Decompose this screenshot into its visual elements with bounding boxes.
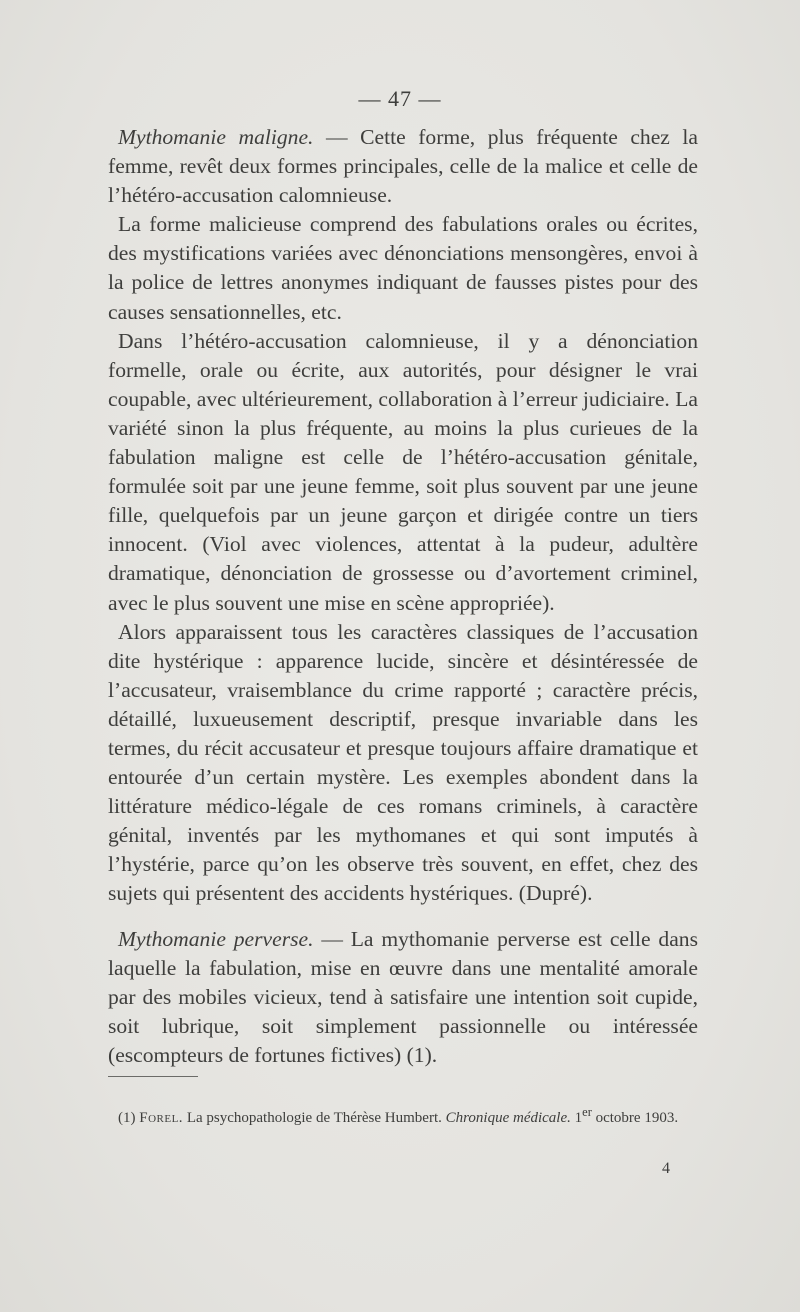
footnote-entry	[108, 1102, 698, 1129]
section-title-maligne: Mythomanie maligne.	[118, 125, 314, 149]
footnote-separator	[108, 1076, 198, 1077]
paragraph-text: — Cette forme, plus fréquente chez la femme, revêt deux formes principales, celle de la malice et celle de l’hétéro-accusation calomnieuse.	[108, 125, 698, 208]
footnote-marker: (1)	[118, 1110, 136, 1126]
signature-mark: 4	[662, 1160, 670, 1177]
section-title-perverse: Mythomanie perverse.	[118, 926, 314, 951]
footnote-date-sup: er	[582, 1105, 592, 1119]
paragraph-hetero-accusation: Dans l’hétéro-accusation calomnieuse, il y a dénonciation formelle, orale ou écrite, aux autorités, pour désigner le vrai coupable, avec ultérieurement, collaboration à l’erreur judiciaire. La variété sinon la plus fréquente, au moins la plus curieues de la fabulation maligne est celle de l’hétéro-accusation génitale, formulée soit par une jeune femme, soit plus souvent par une jeune fille, quelquefois par un jeune garçon et dirigée contre un tiers innocent. (Viol avec violences, attentat à la pudeur, adultère dramatique, dénonciation de grossesse ou d’avortement criminel, avec le plus souvent une mise en scène appropriée).	[108, 328, 698, 615]
paragraph-accusation-hysterique: Alors apparaissent tous les caractères classiques de l’accusation dite hystérique : apparence lucide, sincère et désintéressée de l’accusateur, vraisemblance du crime rapporté ; caractère précis, détaillé, luxueusement descriptif, presque invariable dans les termes, du récit accusateur et presque toujours affaire dramatique et entourée d’un certain mystère. Les exemples abondent dans la littérature médico-légale de ces romans criminels, à caractère génital, inventés par les mythomanes et qui sont imputés à l’hystérie, parce qu’on les observe très souvent, en effet, chez des sujets qui présentent des accidents hystériques. (Dupré).	[108, 619, 698, 906]
paragraph-forme-malicieuse: La forme malicieuse comprend des fabulations orales ou écrites, des mystifications variées avec dénonciations mensongères, envoi à la police de lettres anonymes indiquant de fausses pistes pour des causes sensationnelles, etc.	[108, 212, 698, 324]
footnote	[108, 1102, 698, 1129]
main-text	[108, 123, 698, 1070]
footnote-date-rest: octobre 1903.	[591, 1110, 679, 1126]
paragraph-mythomanie-maligne	[108, 123, 698, 210]
footnote-author: Forel.	[139, 1110, 184, 1126]
paragraph-mythomanie-perverse	[108, 925, 698, 1070]
footnote-journal: Chronique médicale.	[445, 1110, 571, 1126]
paragraph-text: — La mythomanie perverse est celle dans laquelle la fabulation, mise en œuvre dans une mentalité amorale par des mobiles vicieux, tend à satisfaire une intention soit cupide, soit lubrique, soit simplement passionnelle ou intéressée (escompteurs de fortunes fictives) (1).	[108, 926, 698, 1067]
footnote-date-prefix: 1	[570, 1110, 583, 1126]
footnote-text: La psychopathologie de Thérèse Humbert.	[183, 1110, 446, 1126]
page-number: — 47 —	[358, 86, 442, 111]
